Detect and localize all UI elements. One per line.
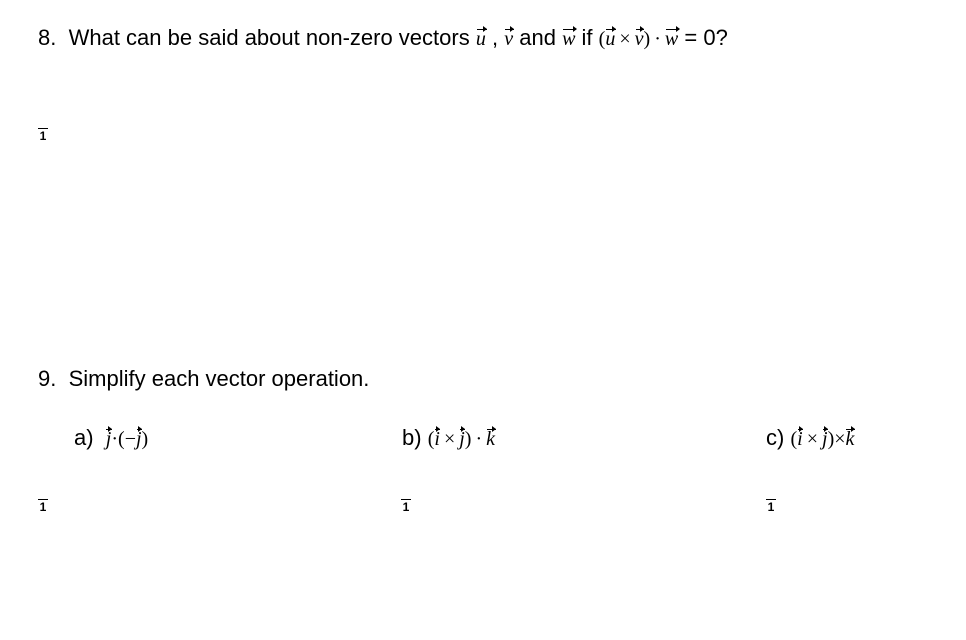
math-expression <box>504 28 513 50</box>
paren-close: ) <box>141 428 149 450</box>
mark-value: 1 <box>402 500 410 514</box>
part-c <box>766 425 854 451</box>
cross-operator: × <box>443 428 456 450</box>
paren-open-negative: (− <box>118 428 136 450</box>
vector-i: i <box>797 428 803 450</box>
math-expression <box>476 28 486 50</box>
math-expression <box>428 428 495 450</box>
part-b <box>402 425 495 451</box>
vector-u: u <box>605 28 616 50</box>
vector-j: j <box>135 428 142 450</box>
math-expression <box>106 428 148 450</box>
vector-j: j <box>459 428 465 450</box>
question-9 <box>38 366 369 392</box>
and-word: and <box>519 25 556 50</box>
part-a <box>74 425 148 451</box>
cross-operator: × <box>834 428 846 450</box>
question-8 <box>38 25 728 51</box>
dot-operator: · <box>111 428 119 450</box>
vector-j: j <box>822 428 828 450</box>
math-expression <box>562 28 575 50</box>
math-expression <box>790 428 854 450</box>
mark-indicator <box>38 128 48 142</box>
paren-close: ) <box>827 428 835 450</box>
vector-u: u <box>475 28 486 50</box>
paren-open: ( <box>790 428 798 450</box>
question-text: Simplify each vector operation. <box>68 366 370 391</box>
dot-operator: · <box>654 28 661 50</box>
cross-operator: × <box>619 28 631 50</box>
question-text: What can be said about non-zero vectors <box>68 25 470 50</box>
dot-operator: · <box>475 428 483 450</box>
vector-k: k <box>486 428 496 450</box>
vector-w: w <box>664 28 679 50</box>
vector-k: k <box>845 428 855 450</box>
vector-w: w <box>562 28 576 50</box>
vector-v: v <box>504 28 514 50</box>
paren-open: ( <box>598 28 606 50</box>
paren-close: ) <box>643 28 651 50</box>
part-label: b) <box>402 425 422 450</box>
vector-j: j <box>105 428 112 450</box>
mark-indicator <box>766 499 776 513</box>
triple-product-expression <box>599 28 679 50</box>
part-label: a) <box>74 425 94 450</box>
question-number: 9. <box>38 366 57 391</box>
vector-i: i <box>434 428 440 450</box>
mark-value: 1 <box>39 129 47 143</box>
equals-zero: = 0? <box>684 25 728 50</box>
vector-v: v <box>634 28 644 50</box>
mark-indicator <box>401 499 411 513</box>
cross-operator: × <box>806 428 818 450</box>
paren-open: ( <box>427 428 435 450</box>
paren-close: ) <box>464 428 472 450</box>
mark-value: 1 <box>39 500 47 514</box>
part-label: c) <box>766 425 785 450</box>
mark-indicator <box>38 499 48 513</box>
if-word: if <box>581 25 593 50</box>
mark-value: 1 <box>767 500 775 514</box>
comma: , <box>491 25 499 50</box>
question-number: 8. <box>38 25 57 50</box>
